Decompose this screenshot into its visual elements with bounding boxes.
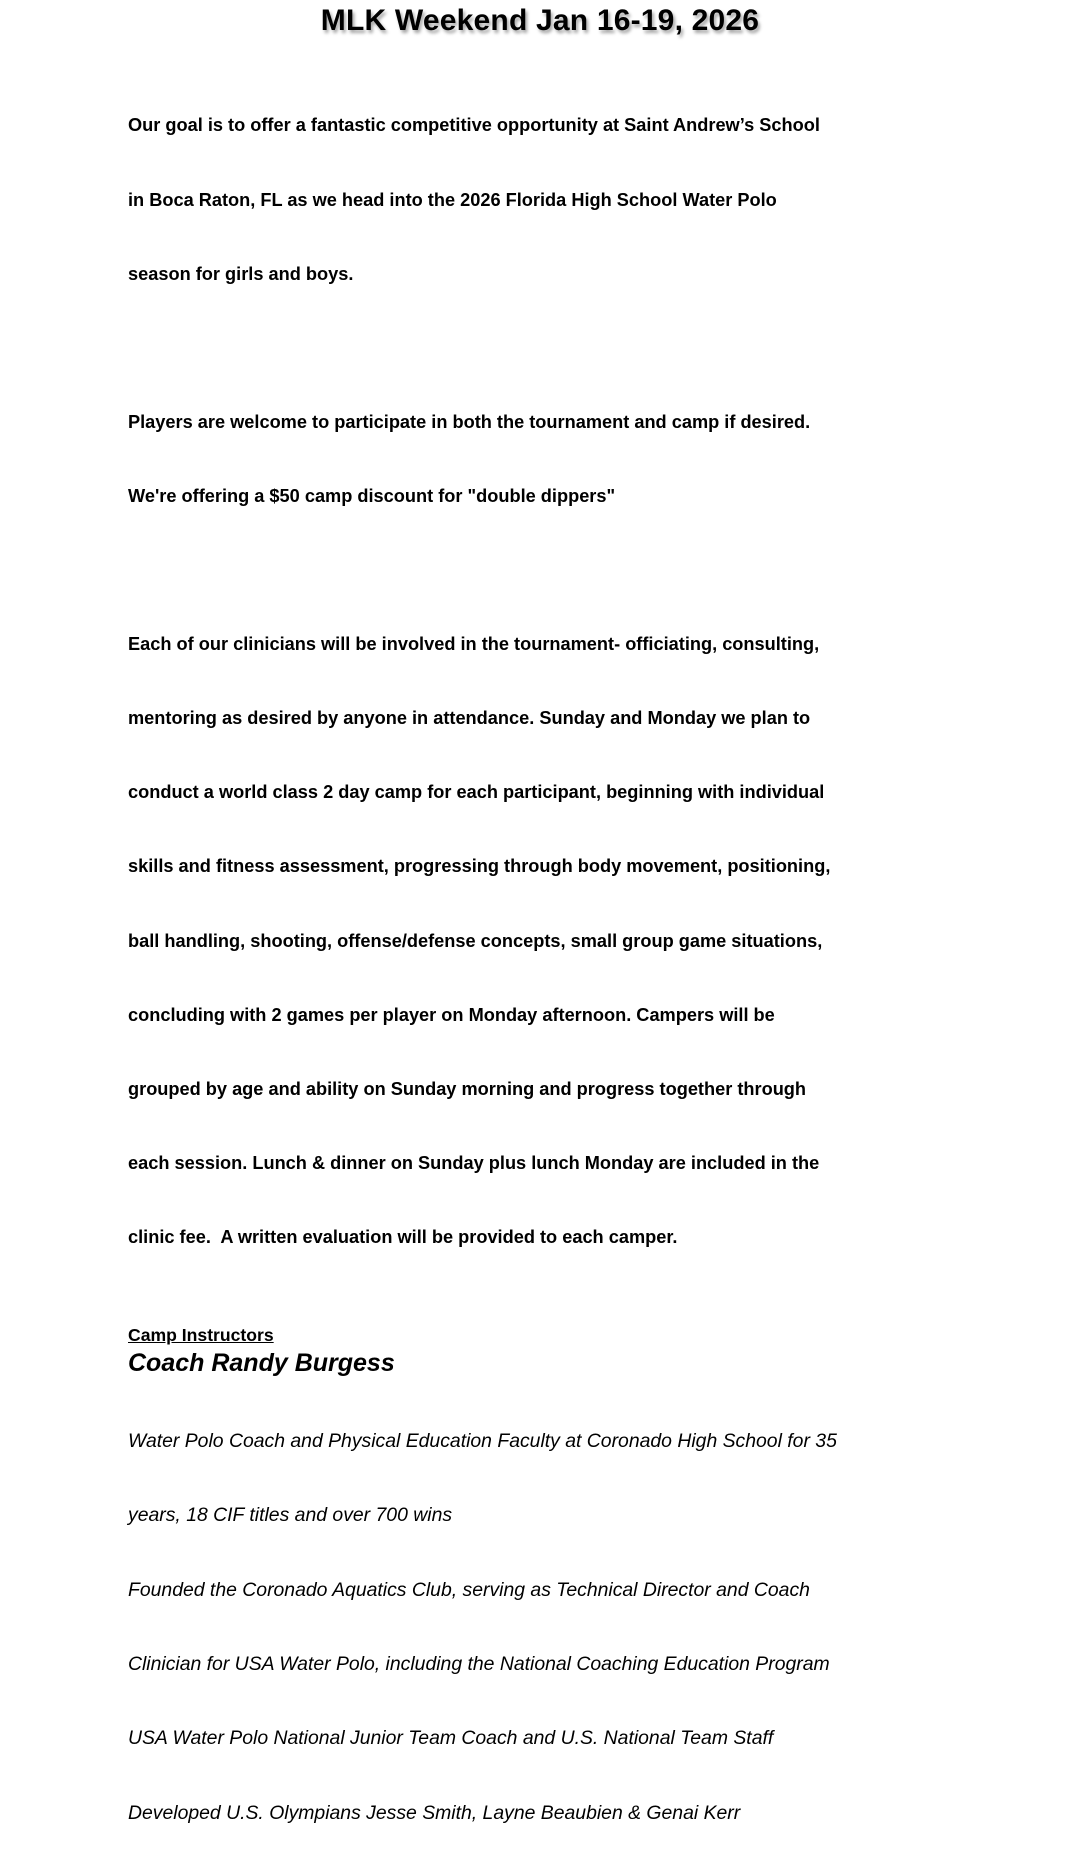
clinicians-line: conduct a world class 2 day camp for each participant, beginning with individual xyxy=(128,782,825,803)
coach-bio-line: Clinician for USA Water Polo, including the National Coaching Education Program xyxy=(128,1652,830,1675)
coach-bio-line: Founded the Coronado Aquatics Club, serving as Technical Director and Coach xyxy=(128,1578,810,1601)
paragraph-spacer xyxy=(128,558,1008,583)
clinicians-line: skills and fitness assessment, progressing through body movement, positioning, xyxy=(128,856,831,877)
coach-bio-line: Water Polo Coach and Physical Education Faculty at Coronado High School for 35 xyxy=(128,1429,837,1452)
instructors-heading: Camp Instructors xyxy=(128,1325,274,1346)
clinicians-line: ball handling, shooting, offense/defense concepts, small group game situations, xyxy=(128,930,823,951)
coach-bio xyxy=(128,1379,1008,1875)
clinicians-line: each session. Lunch & dinner on Sunday plus lunch Monday are included in the xyxy=(128,1152,820,1173)
clinicians-paragraph xyxy=(128,583,1008,1299)
participation-paragraph xyxy=(128,360,1008,558)
intro-line: season for girls and boys. xyxy=(128,263,354,284)
clinicians-line: mentoring as desired by anyone in attendance. Sunday and Monday we plan to xyxy=(128,708,811,729)
coach-name: Coach Randy Burgess xyxy=(128,1349,395,1378)
clinicians-line: grouped by age and ability on Sunday morning and progress together through xyxy=(128,1078,807,1099)
intro-line: Our goal is to offer a fantastic competitive opportunity at Saint Andrew’s School xyxy=(128,115,820,136)
clinicians-line: clinic fee. A written evaluation will be provided to each camper. xyxy=(128,1227,678,1248)
page-title: MLK Weekend Jan 16-19, 2026 xyxy=(320,4,760,37)
coach-bio-line: Developed U.S. Olympians Jesse Smith, Layne Beaubien & Genai Kerr xyxy=(128,1801,741,1824)
coach-bio-line: years, 18 CIF titles and over 700 wins xyxy=(128,1504,453,1527)
participation-line: Players are welcome to participate in both the tournament and camp if desired. xyxy=(128,411,811,432)
intro-line: in Boca Raton, FL as we head into the 2026 Florida High School Water Polo xyxy=(128,189,777,210)
intro-paragraph xyxy=(128,64,1008,336)
paragraph-spacer xyxy=(128,1299,1008,1323)
document-body xyxy=(128,64,1008,1875)
participation-line: We're offering a $50 camp discount for "double dippers" xyxy=(128,485,616,506)
clinicians-line: Each of our clinicians will be involved in the tournament- officiating, consulting, xyxy=(128,634,820,655)
paragraph-spacer xyxy=(128,336,1008,361)
clinicians-line: concluding with 2 games per player on Monday afternoon. Campers will be xyxy=(128,1004,775,1025)
coach-bio-line: USA Water Polo National Junior Team Coach and U.S. National Team Staff xyxy=(128,1727,774,1750)
